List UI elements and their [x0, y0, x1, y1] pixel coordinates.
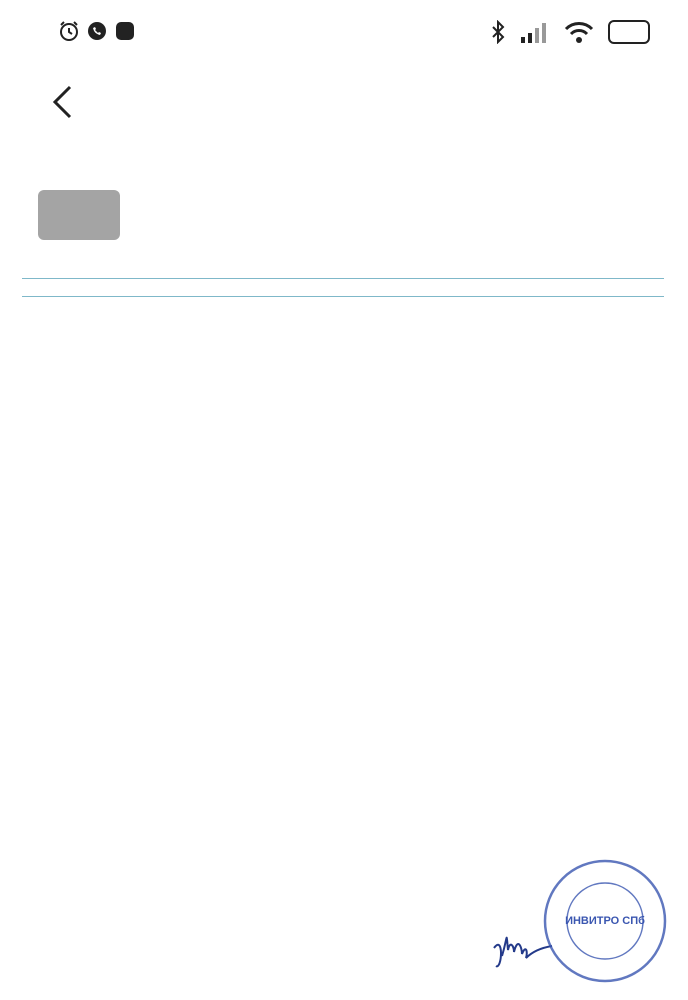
toolbar: [0, 66, 688, 136]
signal-icon: [520, 21, 550, 43]
whatsapp-icon: [86, 20, 108, 42]
qr-code[interactable]: [26, 864, 118, 956]
status-bar: [0, 0, 688, 66]
lab-stamp: [540, 856, 670, 986]
battery-indicator: [608, 20, 650, 44]
bluetooth-icon: [490, 20, 506, 44]
svg-text:ИНВИТРО СПб: ИНВИТРО СПб: [565, 915, 645, 927]
section-divider: [22, 296, 664, 297]
wifi-icon: [564, 21, 594, 43]
header-divider: [22, 278, 664, 279]
app-icon: [114, 20, 136, 42]
back-arrow-icon[interactable]: [48, 84, 78, 120]
page-counter: [38, 190, 120, 240]
alarm-icon: [58, 20, 80, 42]
